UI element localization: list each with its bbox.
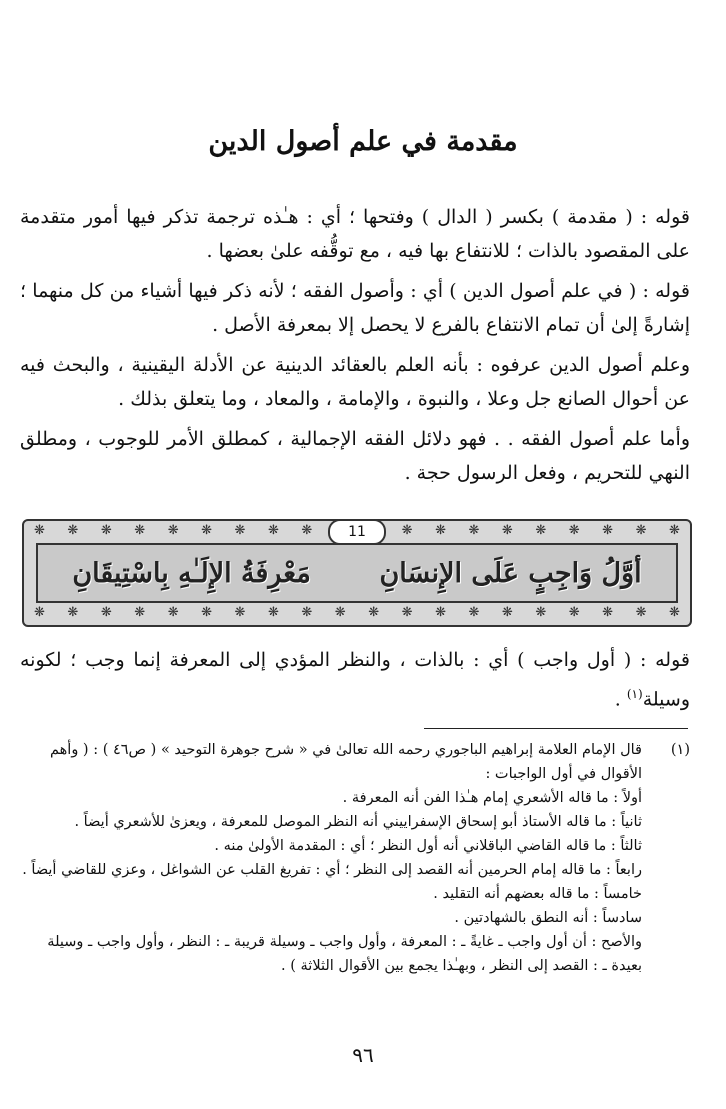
verse-number: 11 [328, 519, 386, 545]
verse-first-hemistich: أوَّلُ وَاجِبٍ عَلَى الإِنسَانِ [379, 557, 642, 589]
page-title: مقدمة في علم أصول الدين [208, 126, 518, 157]
verse-second-hemistich: مَعْرِفَةُ الإِلَـٰهِ بِاسْتِيقَانِ [72, 557, 311, 589]
footnote-line: قال الإمام العلامة إبراهيم الباجوري رحمه الله تعالىٰ في « شرح جوهرة التوحيد » ( ص٤٦ ) : ( وأهم الأقوال في أول الواجبات : [50, 742, 642, 782]
footnote-line: رابعاً : ما قاله إمام الحرمين أنه القصد إلى النظر ؛ أي : تفريغ القلب عن الشواغل ، وعزي للقاضي أيضاً . [22, 862, 642, 878]
main-text-top [20, 200, 690, 496]
paragraph: وعلم أصول الدين عرفوه : بأنه العلم بالعقائد الدينية عن الأدلة اليقينية ، والبحث فيه عن أحوال الصانع جل وعلا ، والنبوة ، والإمامة ، والمعاد ، وما يتعلق بذلك . [20, 354, 690, 410]
paragraph: قوله : ( مقدمة ) بكسر ( الدال ) وفتحها ؛ أي : هـٰذه ترجمة تذكر فيها أمور متقدمة على المقصود بالذات ؛ للانتفاع بها فيه ، مع توقُّفه علىٰ بعضها . [20, 206, 690, 262]
footnote-line: أولاً : ما قاله الأشعري إمام هـٰذا الفن أنه المعرفة . [342, 790, 642, 806]
footnote-line: ثانياً : ما قاله الأستاذ أبو إسحاق الإسفراييني أنه النظر الموصل للمعرفة ، ويعزىٰ للأشعري أيضاً . [74, 814, 642, 830]
ornament-border-bottom: ❋ ❋ ❋ ❋ ❋ ❋ ❋ ❋ ❋ ❋ ❋ ❋ ❋ ❋ ❋ ❋ ❋ ❋ ❋ ❋ [34, 605, 680, 620]
footnotes [20, 738, 690, 978]
footnote-reference[interactable]: (١) [626, 687, 643, 701]
paragraph: وأما علم أصول الفقه . . فهو دلائل الفقه الإجمالية ، كمطلق الأمر للوجوب ، ومطلق النهي للتحريم ، وفعل الرسول حجة . [20, 428, 690, 484]
paragraph-end: . [614, 688, 627, 711]
footnote-line: سادساً : أنه النطق بالشهادتين . [454, 910, 642, 926]
page-number: ٩٦ [352, 1043, 374, 1067]
verse-frame [22, 519, 692, 627]
footnote-number: (١) [670, 742, 690, 758]
paragraph-text: قوله : ( أول واجب ) أي : بالذات ، والنظر المؤدي إلى المعرفة إنما وجب ؛ لكونه وسيلة [20, 649, 690, 711]
footnote-line: خامساً : ما قاله بعضهم أنه التقليد . [433, 886, 642, 902]
verse-box [36, 543, 678, 603]
ornament-border-top: ❋ ❋ ❋ ❋ ❋ ❋ ❋ ❋ ❋ ❋ ❋ ❋ ❋ ❋ ❋ ❋ ❋ ❋ [34, 523, 680, 538]
paragraph: قوله : ( في علم أصول الدين ) أي : وأصول الفقه ؛ لأنه ذكر فيها أشياء من كل منهما ؛ إشارةً إلىٰ أن تمام الانتفاع بالفرع لا يحصل إلا بمعرفة الأصل . [20, 280, 690, 336]
footnote-line: ثالثاً : ما قاله القاضي الباقلاني أنه أول النظر ؛ أي : المقدمة الأولىٰ منه . [214, 838, 642, 854]
paragraph [20, 643, 690, 716]
footnote-line: والأصح : أن أول واجب ـ غايةً ـ : المعرفة ، وأول واجب ـ وسيلة قريبة ـ : النظر ، وأول واجب ـ وسيلة بعيدة ـ : القصد إلى النظر ، وبهـٰذا يجمع بين الأقوال الثلاثة ) . [47, 934, 642, 974]
footnote-divider [424, 728, 688, 729]
footnote-body [20, 738, 642, 978]
main-text-bottom [20, 643, 690, 722]
